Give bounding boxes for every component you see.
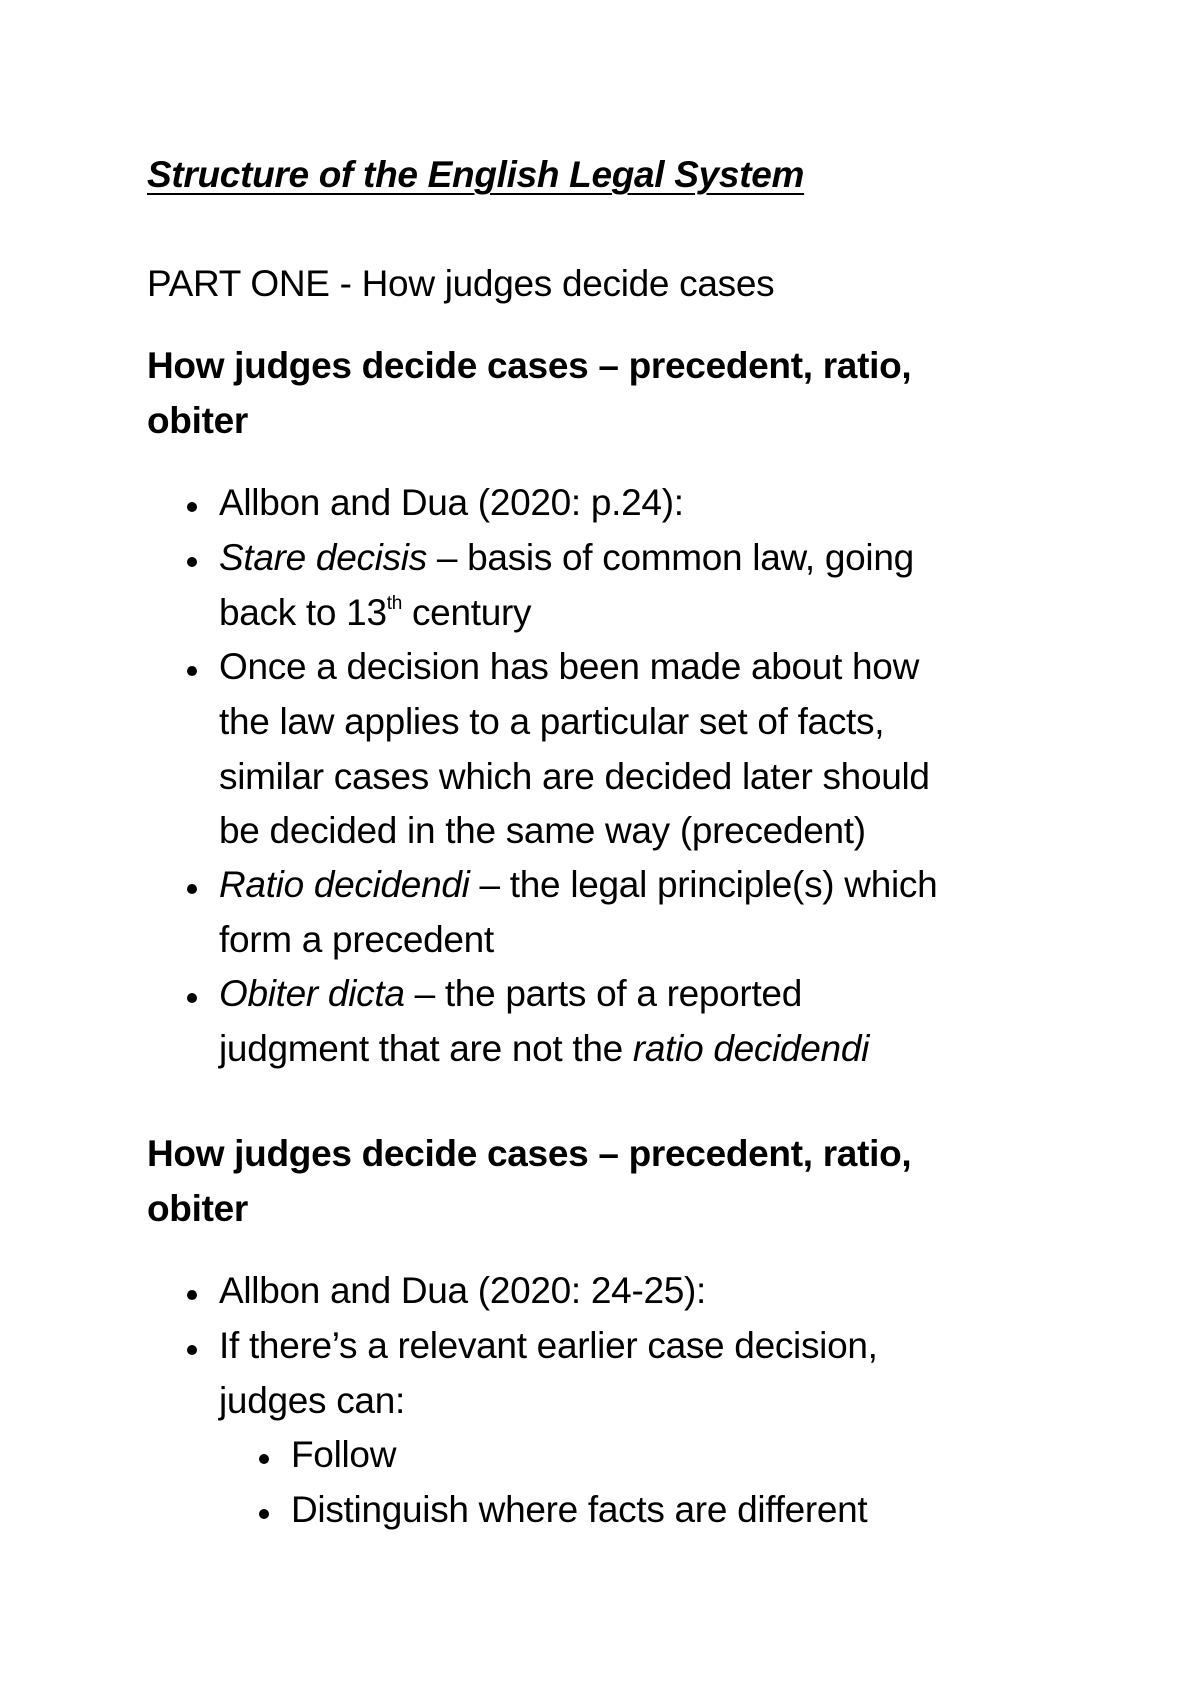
bullet-icon: [187, 884, 197, 894]
section-1-bullet-4: [219, 858, 937, 912]
bullet-icon: [187, 557, 197, 567]
obiter-dicta-term: Obiter dicta: [219, 973, 405, 1014]
section-2-bullet-2-line-1: If there’s a relevant earlier case decision,: [219, 1325, 878, 1366]
section-1-bullet-1: Allbon and Dua (2020: p.24):: [219, 482, 684, 523]
ratio-decidendi-term: Ratio decidendi: [219, 864, 470, 905]
bullet-5-text: – the parts of a reported: [404, 973, 802, 1014]
section-1-bullet-5: [219, 967, 802, 1021]
section-1-bullet-3-line-4: be decided in the same way (precedent): [219, 810, 866, 851]
section-2-bullet-1: Allbon and Dua (2020: 24-25):: [219, 1270, 707, 1311]
ratio-decidendi-term: ratio decidendi: [632, 1028, 870, 1069]
section-2-heading-line-1: How judges decide cases – precedent, ratio,: [147, 1133, 912, 1174]
section-1-bullet-2: [219, 531, 914, 585]
section-2-sub-bullet-2: Distinguish where facts are different: [291, 1489, 868, 1530]
section-1-bullet-3-line-1: Once a decision has been made about how: [219, 646, 920, 687]
section-1-bullet-2-line-2: [219, 586, 531, 640]
bullet-icon: [187, 993, 197, 1003]
bullet-icon: [187, 1290, 197, 1300]
bullet-icon: [187, 1345, 197, 1355]
bullet-2-line-2-post: century: [401, 592, 532, 633]
section-1-bullet-3-line-2: the law applies to a particular set of facts,: [219, 701, 885, 742]
document-title: Structure of the English Legal System: [147, 154, 805, 195]
bullet-icon: [187, 666, 197, 676]
bullet-icon: [187, 502, 197, 512]
bullet-5-line-2-pre: judgment that are not the: [219, 1028, 633, 1069]
section-1-bullet-3-line-3: similar cases which are decided later should: [219, 756, 930, 797]
section-2-bullet-2-line-2: judges can:: [219, 1380, 405, 1421]
section-1-heading-line-2: obiter: [147, 400, 248, 441]
section-2-sub-bullet-1: Follow: [291, 1434, 397, 1475]
section-2-heading-line-2: obiter: [147, 1188, 248, 1229]
sub-bullet-icon: [259, 1454, 269, 1464]
section-1-bullet-4-line-2: form a precedent: [219, 919, 494, 960]
bullet-2-text: – basis of common law, going: [426, 537, 914, 578]
bullet-4-text: – the legal principle(s) which: [469, 864, 938, 905]
section-1-bullet-5-line-2: [219, 1022, 869, 1076]
part-heading: PART ONE - How judges decide cases: [147, 263, 775, 304]
bullet-2-line-2-pre: back to 13: [219, 592, 387, 633]
stare-decisis-term: Stare decisis: [219, 537, 427, 578]
ordinal-suffix: th: [386, 593, 402, 614]
section-1-heading-line-1: How judges decide cases – precedent, ratio,: [147, 345, 912, 386]
sub-bullet-icon: [259, 1509, 269, 1519]
